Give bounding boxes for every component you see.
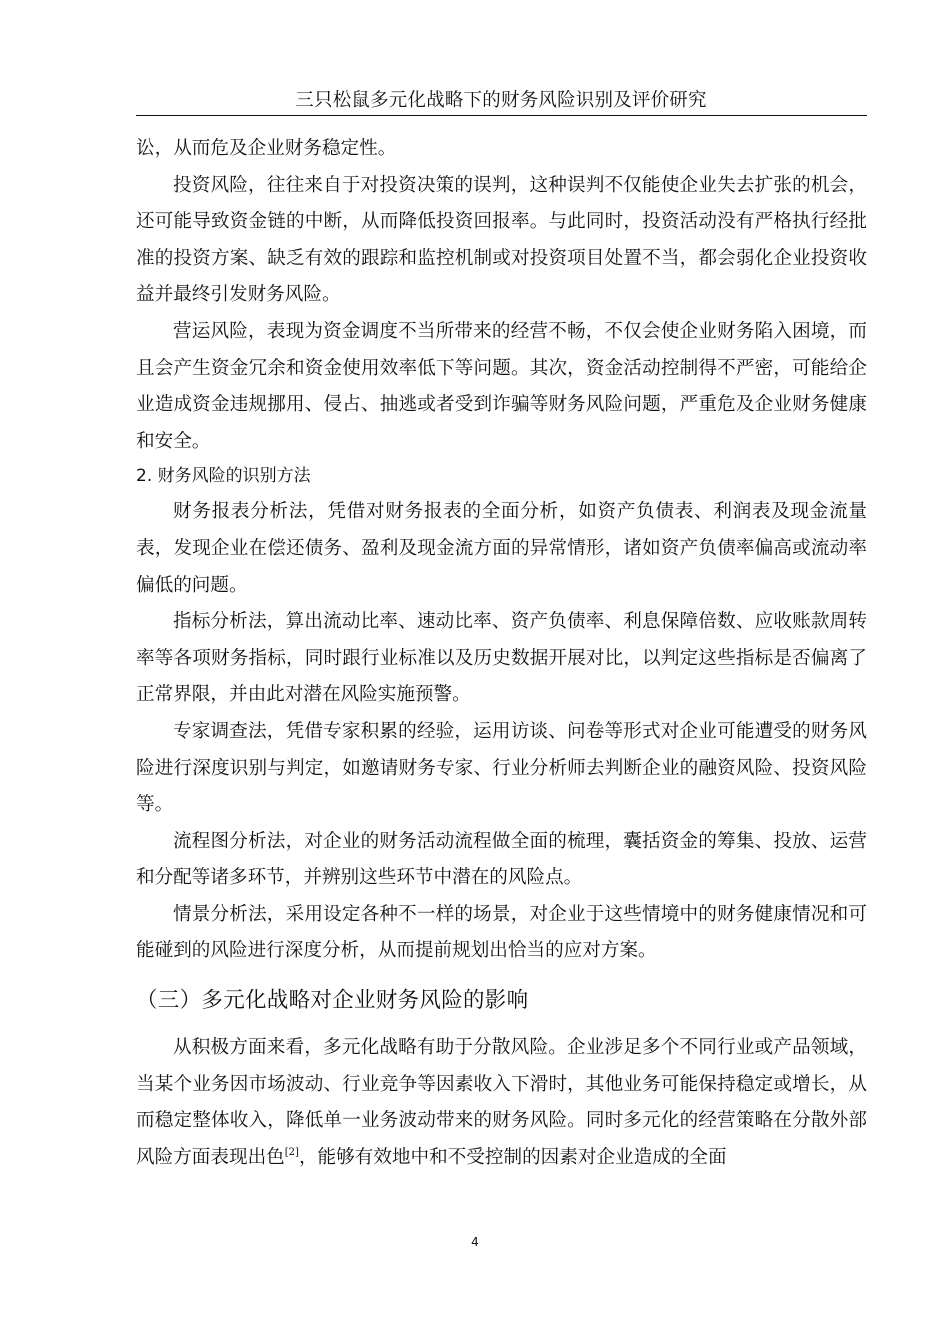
paragraph-scenario-analysis: 情景分析法，采用设定各种不一样的场景，对企业于这些情境中的财务健康情况和可能碰到的风险进行深度分析，从而提前规划出恰当的应对方案。 — [136, 903, 867, 962]
section-heading: （三）多元化战略对企业财务风险的影响 — [136, 988, 529, 1014]
page-body — [136, 131, 867, 1176]
paragraph-indicator-analysis: 指标分析法，算出流动比率、速动比率、资产负债率、利息保障倍数、应收账款周转率等各项财务指标，同时跟行业标准以及历史数据开展对比，以判定这些指标是否偏离了正常界限，并由此对潜在风险实施预警。 — [136, 611, 867, 706]
subheading-identification-methods: 2. 财务风险的识别方法 — [136, 466, 311, 487]
citation-marker: [2] — [284, 1146, 299, 1158]
paragraph-text: ，能够有效地中和不受控制的因素对企业造成的全面 — [298, 1146, 727, 1168]
paragraph-expert-survey: 专家调查法，凭借专家积累的经验，运用访谈、问卷等形式对企业可能遭受的财务风险进行深度识别与判定，如邀请财务专家、行业分析师去判断企业的融资风险、投资风险等。 — [136, 720, 867, 816]
paragraph-flowchart-analysis: 流程图分析法，对企业的财务活动流程做全面的梳理，囊括资金的筹集、投放、运营和分配等诸多环节，并辨别这些环节中潜在的风险点。 — [136, 830, 867, 889]
paragraph-text: 从积极方面来看，多元化战略有助于分散风险。企业涉足多个不同行业或产品领域，当某个业务因市场波动、行业竞争等因素收入下滑时，其他业务可能保持稳定或增长，从而稳定整体收入，降低单一业务波动带来的财务风险。同时多元化的经营策略在分散外部风险方面表现出色 — [136, 1037, 867, 1168]
header-divider — [136, 115, 867, 116]
paragraph-investment-risk: 投资风险，往往来自于对投资决策的误判，这种误判不仅能使企业失去扩张的机会，还可能导致资金链的中断，从而降低投资回报率。与此同时，投资活动没有严格执行经批准的投资方案、缺乏有效的跟踪和监控机制或对投资项目处置不当，都会弱化企业投资收益并最终引发财务风险。 — [136, 174, 867, 306]
page-number: 4 — [471, 1235, 479, 1249]
paragraph-continuation: 讼，从而危及企业财务稳定性。 — [136, 138, 397, 159]
paragraph-diversification-positive — [136, 1030, 867, 1176]
running-header: 三只松鼠多元化战略下的财务风险识别及评价研究 — [295, 90, 707, 111]
paragraph-financial-statement-analysis: 财务报表分析法，凭借对财务报表的全面分析，如资产负债表、利润表及现金流量表，发现企业在偿还债务、盈利及现金流方面的异常情形，诸如资产负债率偏高或流动率偏低的问题。 — [136, 501, 867, 596]
paragraph-operating-risk: 营运风险，表现为资金调度不当所带来的经营不畅，不仅会使企业财务陷入困境，而且会产生资金冗余和资金使用效率低下等问题。其次，资金活动控制得不严密，可能给企业造成资金违规挪用、侵占、抽逃或者受到诈骗等财务风险问题，严重危及企业财务健康和安全。 — [136, 320, 867, 452]
